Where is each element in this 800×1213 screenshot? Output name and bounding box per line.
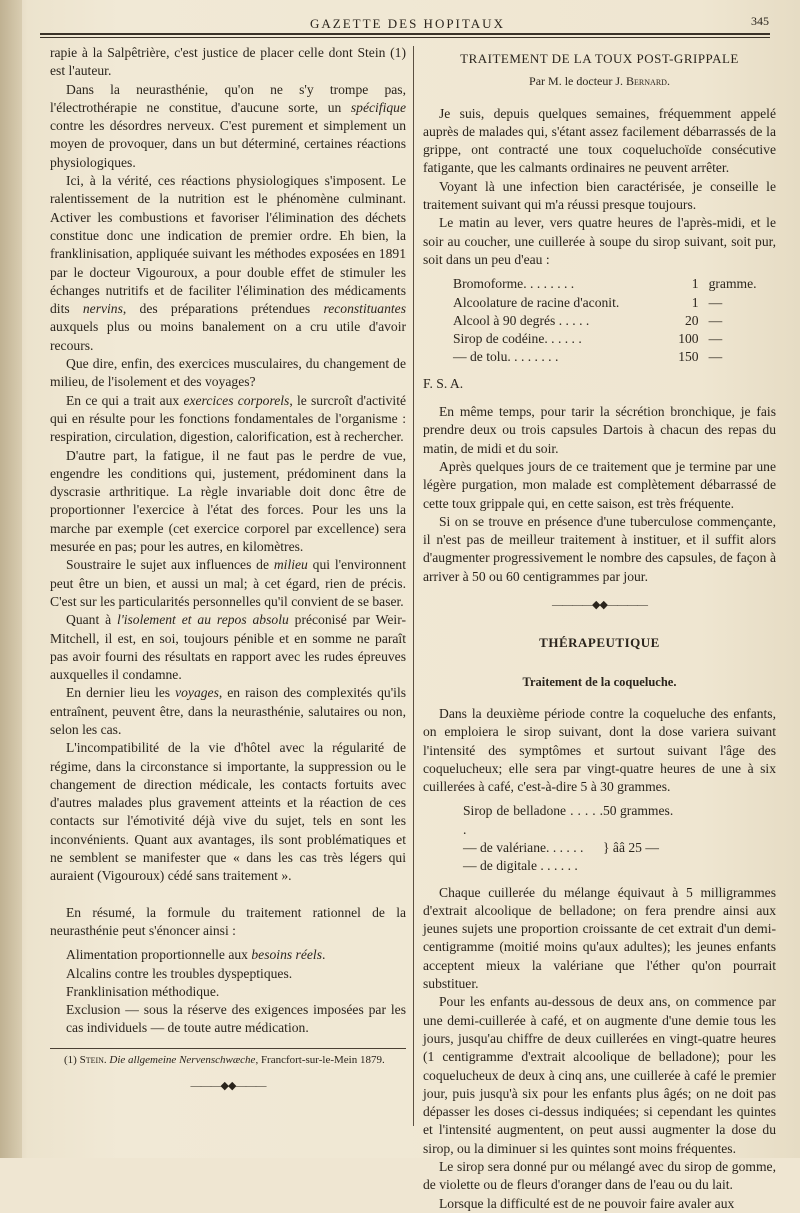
page-binding [0, 0, 22, 1158]
paragraph: Si on se trouve en présence d'une tuberculose commençante, il n'est pas de meilleur traitement à instituer, et il suffit alors d'augmenter progressivement le nombre des capsules, de façon à arriver à 50 ou 60 centigrammes par jour. [423, 513, 776, 584]
left-column [50, 44, 406, 1105]
treatment-list [66, 946, 406, 1037]
paragraph: Ici, à la vérité, ces réactions physiologiques s'imposent. Le ralentissement de la nutrition est le phénomène culminant. Activer les combustions et favoriser l'élimination des déchets constitue donc une indication de premier ordre. Eh bien, la franklinisation, appliquée suivant les méthodes exposées en 1891 par le docteur Vigouroux, a pour double effet de stimuler les échanges nutritifs et de faciliter l'élimination des médicaments dits nervins, des préparations prétendues reconstituantes auxquels plus ou moins banalement on a cru utile d'avoir recours. [50, 173, 406, 353]
paragraph: Je suis, depuis quelques semaines, fréquemment appelé auprès de malades qui, s'étant assez facilement débarrassés de la grippe, ont contracté une toux coqueluchoïde consécutive fatigante, que les calmants ordinaires ne peuvent arrêter. [423, 105, 776, 176]
paragraph: rapie à la Salpêtrière, c'est justice de placer celle dont Stein (1) est l'auteur. [50, 45, 406, 79]
prescription [453, 275, 776, 366]
header-rule [40, 33, 770, 35]
paragraph: Dans la neurasthénie, qu'on ne s'y trompe pas, l'électrothérapie ne constitue, d'aucune sorte, un spécifique contre les désordres nerveux. C'est purement et simplement un moyen de provoquer, dans un but déterminé, certaines réactions physiologiques. [50, 81, 406, 170]
paragraph: Soustraire le sujet aux influences de milieu qui l'environnent peut être un bien, et aussi un mal; à cet égard, rien de précis. C'est sur les particularités personnelles qu'il convient de se baser. [50, 557, 406, 609]
paragraph: Quant à l'isolement et au repos absolu préconisé par Weir-Mitchell, il est, en soi, toujours pénible et en somme ne paraît pas avoir fourni des résultats en rapport avec les rudes épreuves auxquelles il condamne. [50, 612, 406, 683]
paragraph: L'incompatibilité de la vie d'hôtel avec la régularité de régime, dans la circonstance si importante, la suppression ou le changement de direction médicale, les contacts fortuits avec d'autres malades plus gravement atteints et la réaction de ces contacts sur l'émotivité déjà vive du sujet, tels en sont les inconvénients. Quant aux avantages, ils sont problématiques et ne semblent se manifester que « dans les cas très légers qui auraient (Vigouroux) cédé sans traitement ». [50, 740, 406, 884]
paragraph: D'autre part, la fatigue, il ne faut pas le perdre de vue, engendre les conditions qui, justement, prédominent dans la dyscrasie arthritique. La règle invariable doit donc être de proportionner l'exercice à l'état des forces. Pour les uns la marche par exemple (cet exercice corporel par excellence) sera mesurée en pas; pour les autres, en kilomètres. [50, 447, 406, 555]
list-item: Alimentation proportionnelle aux besoins réels. [66, 947, 326, 963]
paragraph: Dans la deuxième période contre la coqueluche des enfants, on emploiera le sirop suivant, dont la dose variera suivant l'intensité des symptômes et surtout suivant l'âge des coquelucheux; elle sera par vingt-quatre heures de une à six cuillerées à café, c'est-à-dire 5 à 30 grammes. [423, 705, 776, 795]
footnote-rule [50, 1048, 406, 1049]
prescription [463, 802, 776, 875]
paragraph: En résumé, la formule du traitement rationnel de la neurasthénie peut s'énoncer ainsi : [50, 904, 406, 938]
footnote: (1) Stein. Die allgemeine Nervenschwæche, Francfort-sur-le-Mein 1879. [64, 1053, 385, 1066]
formula-note: F. S. A. [423, 375, 464, 391]
prescription-row: — de tolu. . . . . . . . 150 — [453, 349, 723, 365]
paragraph: Pour les enfants au-dessous de deux ans, on commence par une demi-cuillerée à café, et on augmente d'une demie tous les jours, jusqu'au chiffre de deux cuillerées en vingt-quatre heures (1 centigramme d'extrait alcoolique de belladone); pour les coquelucheux de deux à cinq ans, une cuillerée à café le premier jour, puis jusqu'à six pour les enfants plus âgés; on ne doit pas dépasser les doses ci-dessus indiquées; si cependant les quintes et l'intensité augmentent, on peut aussi augmenter la dose du sirop, ou la diminuer si les quintes sont moins fréquentes. [423, 994, 776, 1156]
page-number: 345 [751, 14, 769, 28]
prescription-row: — de digitale . . . . . . [463, 858, 578, 874]
prescription-row: Alcool à 90 degrés . . . . . 20 — [453, 312, 723, 328]
byline: Par M. le docteur J. Bernard. [529, 74, 670, 89]
paragraph: Chaque cuillerée du mélange équivaut à 5 milligrammes d'extrait alcoolique de belladone; on fera prendre ainsi aux jeunes sujets une proportion croissante de cet extrait d'un demi-centigramme (moitié moins qu'aux adultes); les jeunes enfants acceptent mieux la valériane que l'éther qu'on pourrait substituer. [423, 884, 776, 992]
running-title: GAZETTE DES HOPITAUX [310, 16, 505, 31]
prescription-row: Sirop de belladone . . . . . . 50 grammes. [463, 803, 674, 837]
right-column [423, 44, 776, 1213]
prescription-row: Sirop de codéine. . . . . . 100 — [453, 331, 723, 347]
page-header [40, 6, 775, 36]
ornament-divider: ————◆◆———— [552, 599, 647, 612]
rubric-title: THÉRAPEUTIQUE [539, 635, 660, 651]
column-divider [413, 46, 414, 1126]
prescription-row: — de valériane. . . . . . } ââ 25 — [463, 839, 659, 855]
section-title: TRAITEMENT DE LA TOUX POST-GRIPPALE [460, 51, 739, 66]
paragraph: Voyant là une infection bien caractérisée, je conseille le traitement suivant qui m'a réussi presque toujours. [423, 178, 776, 213]
paragraph: En dernier lieu les voyages, en raison des complexités qu'ils entraînent, peuvent être, dans la neurasthénie, salutaires ou non, selon les cas. [50, 685, 407, 737]
paragraph: Le matin au lever, vers quatre heures de l'après-midi, et le soir au coucher, une cuillerée à soupe du sirop suivant, soit pur, soit dans un peu d'eau : [423, 215, 776, 267]
paragraph: Le sirop sera donné pur ou mélangé avec du sirop de gomme, de violette ou de fleurs d'oranger dans de l'eau ou du lait. [423, 1159, 776, 1193]
prescription-row: Bromoforme. . . . . . . . 1 gramme. [453, 276, 757, 292]
ornament-divider: ———◆◆——— [190, 1079, 266, 1092]
prescription-row: Alcoolature de racine d'aconit. 1 — [453, 294, 723, 310]
header-rule-thin [40, 37, 770, 38]
paragraph: Lorsque la difficulté est de ne pouvoir faire avaler aux [439, 1195, 735, 1211]
list-item: Alcalins contre les troubles dyspeptiques. [66, 965, 293, 981]
paragraph: Après quelques jours de ce traitement que je termine par une légère purgation, mon malade est complètement débarrassé de cette toux grippale qui, en cette saison, est très fréquente. [423, 458, 776, 511]
list-item: Exclusion — sous la réserve des exigences imposées par les cas individuels — de toute autre médication. [66, 1002, 406, 1036]
paragraph: En ce qui a trait aux exercices corporels, le surcroît d'activité qui en résulte pour les fonctions fondamentales de l'organisme : respiration, circulation, digestion, calorification, est à rechercher. [50, 392, 407, 445]
list-item: Franklinisation méthodique. [66, 983, 220, 999]
paragraph: Que dire, enfin, des exercices musculaires, du changement de milieu, de l'isolement et des voyages? [50, 356, 406, 390]
paragraph: En même temps, pour tarir la sécrétion bronchique, je fais prendre deux ou trois capsules Dartois à chacun des repas du matin, de midi et du soir. [423, 404, 776, 456]
article-title: Traitement de la coqueluche. [522, 674, 677, 689]
